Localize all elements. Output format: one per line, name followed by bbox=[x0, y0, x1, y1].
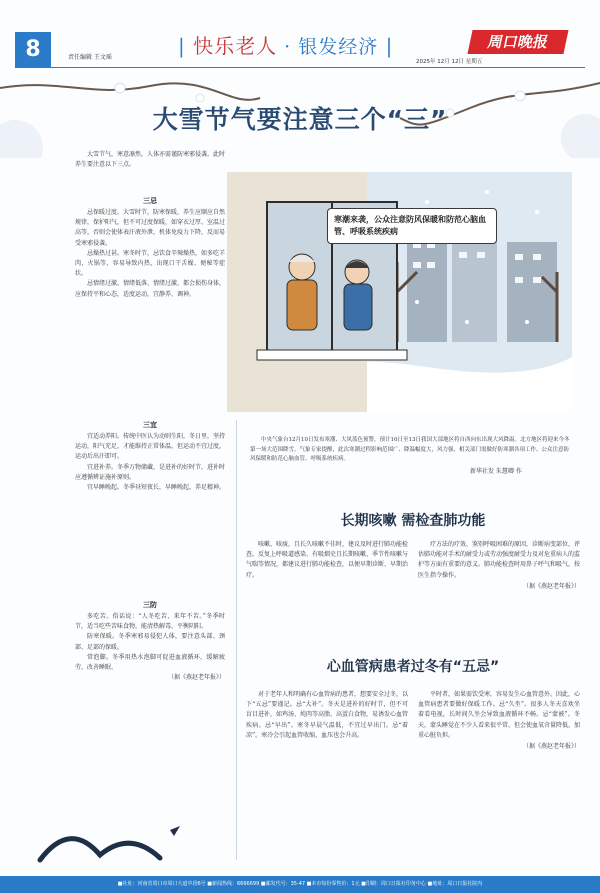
editor-credit: 责任编辑 王文瑶 bbox=[68, 54, 112, 61]
intro-text: 大雪节气，寒意凛然，人体亦需谨防寒邪侵袭。此时养生要注意以下三点。 bbox=[75, 151, 226, 168]
section-heading-sanyi: 三宜 bbox=[143, 421, 157, 429]
source-note: （据《燕赵老年报》） bbox=[167, 674, 225, 682]
page-header bbox=[0, 0, 600, 68]
column-name-red: 快乐老人 bbox=[193, 34, 278, 58]
paragraph: 忌保暖过度。大雪时节，防寒保暖，养生应顺应自然规律，保护阳气，但不可过度保暖，如穿衣过厚、室温过高等，否则会使体表汗液外泄，机体免疫力下降，反而易受寒邪侵袭。 bbox=[75, 209, 226, 247]
page-footer: ■社址：河南省周口市周口大道中段6号 ■新闻热线：6666699 ■邮发代号：35-47 ■本市每份零售价：1元 ■印刷：周口日报社印务中心 ■地址：周口日报社院内 bbox=[0, 876, 600, 893]
article-heart-col-a bbox=[246, 690, 408, 741]
illustration-credit: 新华社发 朱慧卿 作 bbox=[470, 468, 522, 475]
newspaper-logo: 周口晚报 bbox=[467, 30, 568, 54]
column-name: | 快乐老人 · 银发经济 | bbox=[178, 34, 394, 58]
article-heart-col-b bbox=[418, 690, 580, 750]
article-cough-col-a bbox=[246, 540, 408, 581]
speech-bubble: 寒潮来袭，公众注意防风保暖和防范心脑血管、呼吸系统疾病 bbox=[327, 208, 497, 244]
source-note: （据《燕赵老年报》） bbox=[522, 582, 580, 590]
section-body-sanfang bbox=[75, 612, 225, 683]
paragraph: 忌情绪过激。情绪低落、情绪过激，都会损伤身体，应保持平和心态，适度运动，宜静养、调神。 bbox=[75, 280, 226, 298]
column-divider bbox=[236, 420, 237, 860]
section-body-sanyi bbox=[75, 432, 225, 493]
article-cough-col-b bbox=[418, 540, 580, 590]
paragraph: 常泡脚。冬季用热水泡脚可促进血液循环，缓解疲劳，改善睡眠。 bbox=[75, 653, 225, 672]
section-heading-sanji: 三忌 bbox=[143, 197, 157, 205]
decorative-calligraphy-icon bbox=[20, 800, 200, 870]
paragraph: 宜进补养。冬季万物储藏，是进补的好时节，进补时应遵循辨证施补原则。 bbox=[75, 463, 226, 481]
paragraph: 防寒保暖。冬季寒邪易侵犯人体，要注意头部、颈部、足部的保暖。 bbox=[75, 633, 225, 651]
paragraph: 宜早睡晚起。冬季昼短夜长，早睡晚起，养足精神。 bbox=[87, 484, 226, 492]
paragraph: 多吃苦。俗话说：“人冬吃苦，来年不苦。”冬季时节，适当吃些苦味食物，能清热解毒、平衡阴阳。 bbox=[75, 613, 225, 631]
editor-line bbox=[68, 52, 118, 61]
paragraph: 忌燥热过甚。寒冬时节，忌饮食辛辣燥热，如多吃羊肉、火锅等，容易导致内热，出现口干舌燥、便秘等症状。 bbox=[75, 249, 226, 278]
section-heading-sanfang: 三防 bbox=[143, 601, 157, 609]
illustration-caption: 中央气象台12月10日发布寒潮、大风蓝色预警，预计10日至13日我国大部地区将自西向东出现大风降温。北方地区将迎来今冬第一场大范围降雪。气象专家提醒，此次寒潮过程影响范围广、降温幅度大，风力强，相关部门需做好防寒潮各项工作。公众注意防风保暖和防范心脑血管、呼吸系统疾病。 bbox=[250, 437, 570, 462]
column-name-blue: 银发经济 bbox=[298, 36, 379, 58]
article-title-cough: 长期咳嗽 需检查肺功能 bbox=[340, 513, 486, 529]
section-body-sanji bbox=[75, 208, 225, 300]
paragraph: 咳嗽、咳痰，且长久咳嗽不佳时，建议及时进行肺功能检查。反复上呼吸道感染、有吸烟史且长期咳嗽、季节性咳嗽与气喘等情况，都建议进行肺功能检查，以便早期诊断、早期治疗。 bbox=[246, 541, 409, 579]
paragraph: 对于老年人和明确有心血管病的患者，想要安全过冬，以下“五忌”要谨记。忌“大补”。冬天是进补的好时节，但不可盲目进补，如鸡汤、炖肉等高脂、高蛋白食物，易诱发心血管疾病。忌“早出”。寒冬早晨气温低，不宜过早出门。忌“着凉”。寒冷会引起血管收缩，血压也会升高。 bbox=[246, 691, 409, 739]
source-note: （据《燕赵老年报》） bbox=[522, 743, 580, 751]
publish-date: 2025年 12月 12日 星期五 bbox=[416, 59, 483, 65]
paragraph: 宜适动养阳。传统中医认为动则生阳，冬日里，坚持运动，阳气充足，才能维持正常体温。但运动不宜过度，运动后出汗即可。 bbox=[75, 433, 226, 461]
headline: 大雪节气要注意三个“三” bbox=[152, 105, 448, 134]
paragraph: 疗方法的疗效，鉴别呼吸困难的原因，诊断病变部位，评估肺功能对手术的耐受力或劳动强度耐受力及对危重病人的监护等方面有重要的意义。肺功能检查时用鼻子呼气和吸气，按医生指令操作。 bbox=[418, 541, 581, 579]
paragraph: 平时者，如果需饮受寒，容易发生心血管意外。因此，心血管病患者要做好保暖工作。忌“久坐”。很多人冬天喜欢坐着看电视，长时间久坐会导致血液循环不畅。忌“蒙被”。冬天，蒙头睡觉在不少人看来很平常，但会使血氧含量降低，加重心脏负担。 bbox=[418, 691, 581, 739]
page-number: 8 bbox=[15, 32, 51, 68]
article-title-heart: 心血管病患者过冬有“五忌” bbox=[326, 659, 500, 675]
